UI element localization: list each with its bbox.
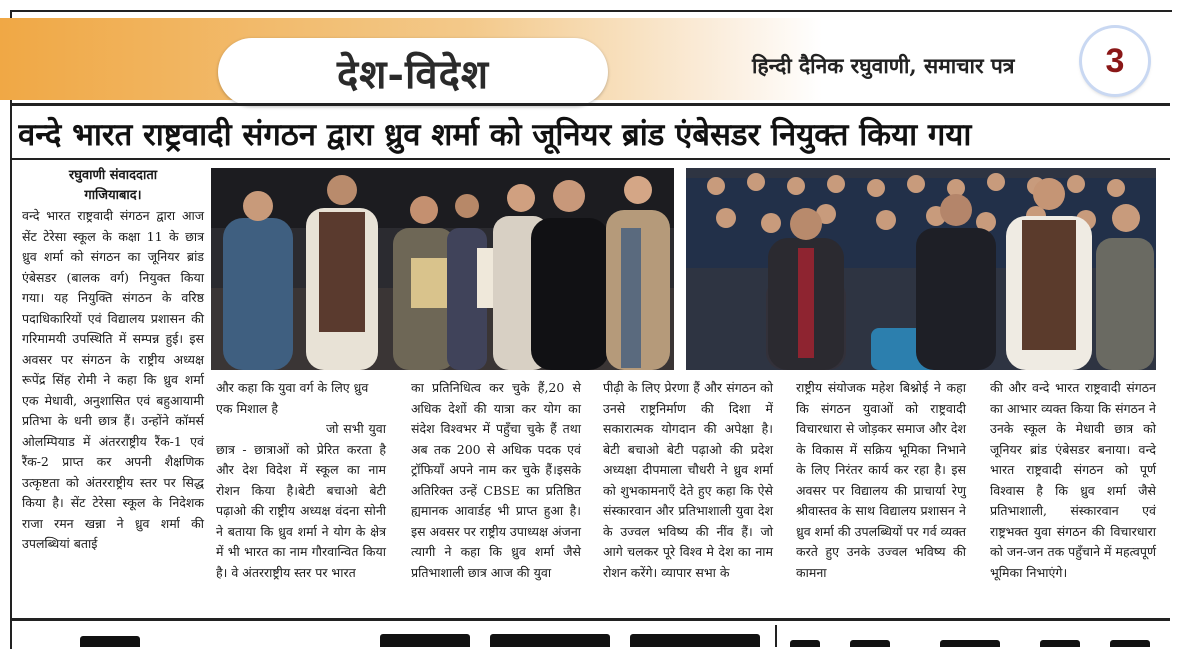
column-6-text: की और वन्दे भारत राष्ट्रवादी संगठन का आभार व्यक्त किया कि संगठन ने उनके स्कूल के मेधावी छात्र को जूनियर ब्रांड एंबेसडर बनाया। वन्दे भारत राष्ट्रवादी संगठन को पूर्ण विश्वास है कि ध्रुव शर्मा जैसे प्रतिभाशाली, संस्कारवान एवं राष्ट्रभक्त युवा संगठन की विचारधारा को जन-जन तक पहुँचाने में महत्वपूर्ण भूमिका निभाएंगे। [990, 380, 1156, 580]
column-5-text: राष्ट्रीय संयोजक महेश बिश्नोई ने कहा कि संगठन युवाओं को राष्ट्रवादी विचारधारा से जोड़कर समाज और देश के विकास में सक्रिय भूमिका निभाने के लिए निरंतर कार्य कर रहा है। इस अवसर पर विद्यालय की प्राचार्या रेणु श्रीवास्तव के साथ विद्यालय प्रशासन ने ध्रुव शर्मा की उपलब्धियों पर गर्व व्यक्त करते हुए उनके उज्वल भविष्य की कामना [796, 380, 966, 580]
column-2-text: जो सभी युवा छात्र - छात्राओं को प्रेरित करता है और देश विदेश में स्कूल का नाम रोशन किया है।बेटी बचाओ बेटी पढ़ाओ की राष्ट्रीय अध्यक्ष वंदना सोनी ने बताया कि ध्रुव शर्मा ने योग के क्षेत्र में भी भारत का नाम गौरवान्वित किया है। वे अंतरराष्ट्रीय स्तर पर भारत [216, 421, 386, 580]
rule-headline [10, 158, 1170, 160]
column-4 [603, 378, 773, 583]
photo-students-assembly-image [686, 168, 1156, 370]
column-1 [22, 166, 204, 555]
rule-bottom [10, 618, 1170, 621]
photo-award-ceremony [211, 168, 674, 370]
photo-students-assembly [686, 168, 1156, 370]
column-6 [990, 378, 1156, 583]
column-2-text-lead: और कहा कि युवा वर्ग के लिए ध्रुव एक मिशाल है [216, 380, 369, 416]
next-article-headline-cropped [60, 628, 770, 647]
byline-dateline: गाजियाबाद। [84, 188, 142, 203]
section-title-pill [218, 38, 608, 106]
column-3 [411, 378, 581, 583]
column-3-text: का प्रतिनिधित्व कर चुके हैं,20 से अधिक देशों की यात्रा कर योग का संदेश विश्वभर में पहुँचा चुके हैं तथा अब तक 200 से अधिक पदक एवं ट्रॉफियाँ अपने नाम कर चुके हैं।इसके अतिरिक्त उन्हें CBSE का प्रतिष्ठित ह्यमानक आवार्डह भी प्राप्त हुआ है।इस अवसर पर राष्ट्रीय उपाध्यक्ष अंजना त्यागी ने कहा कि ध्रुव शर्मा जैसे प्रतिभाशाली छात्र आज की युवा [411, 380, 581, 580]
next-article-column-rule [775, 625, 777, 647]
column-5 [796, 378, 966, 583]
column-1-text: वन्दे भारत राष्ट्रवादी संगठन द्वारा आज सेंट टेरेसा स्कूल के कक्षा 11 के छात्र ध्रुव शर्मा को संगठन का जूनियर ब्रांड एंबेसडर (बालक वर्ग) नियुक्त किया गया। यह नियुक्ति संगठन के वरिष्ठ पदाधिकारियों एवं विद्यालय प्रशासन की गरिमामयी उपस्थिति में सम्पन्न हुई। इस अवसर पर संगठन के राष्ट्रीय अध्यक्ष रूपेंद्र सिंह रोमी ने कहा कि ध्रुव शर्मा एक मेधावी, अनुशासित एवं बहुआयामी प्रतिभा के धनी छात्र हैं। उन्होंने कॉमर्स ओलम्पियाड में अंतरराष्ट्रीय रैंक-1 एवं रैंक-2 प्राप्त कर अपनी शैक्षणिक उत्कृष्टता को अंतरराष्ट्रीय स्तर पर सिद्ध किया है। सेंट टेरेसा स्कूल के निदेशक राजा रमन खन्ना ने ध्रुव शर्मा की उपलब्धियां बताई [22, 208, 204, 551]
rule-top [10, 103, 1170, 106]
header-band [0, 18, 1175, 100]
column-4-text: पीढ़ी के लिए प्रेरणा हैं और संगठन को उनसे राष्ट्रनिर्माण की दिशा में सकारात्मक योगदान की अपेक्षा है।बेटी बचाओ बेटी पढ़ाओ की प्रदेश अध्यक्षा दीपमाला चौधरी ने ध्रुव शर्मा को शुभकामनाएँ देते हुए कहा कि ऐसे संस्कारवान और प्रतिभाशाली युवा देश के उज्वल भविष्य की नींव हैं। जो आगे चलकर पूरे विश्व मे देश का नाम रोशन करेंगे। व्यापार सभा के [603, 380, 773, 580]
page-number: 3 [1082, 28, 1148, 94]
photo-award-ceremony-image [211, 168, 674, 370]
section-title: देश-विदेश [336, 50, 490, 98]
newspaper-name: हिन्दी दैनिक रघुवाणी, समाचार पत्र [752, 53, 1015, 78]
column-2 [216, 378, 386, 583]
next-article-subhead-cropped [790, 628, 1160, 647]
byline-reporter: रघुवाणी संवाददाता [68, 168, 158, 183]
headline: वन्दे भारत राष्ट्रवादी संगठन द्वारा ध्रुव शर्मा को जूनियर ब्रांड एंबेसडर नियुक्त किया गया [18, 117, 972, 153]
